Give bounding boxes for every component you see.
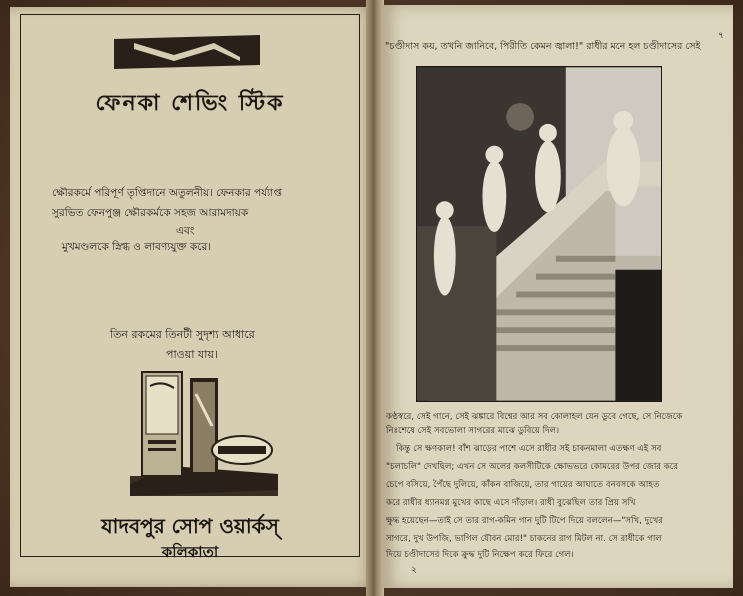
page-number-bottom: ২ [411, 565, 417, 575]
body-paragraph-line: ক্ষুদ্ধ হয়েছেন—তাই সে তার রাগ-কমিন গান দুটি টিপে দিয়ে বললেন—"সখি, দুখের [386, 516, 663, 526]
body-paragraph-line: কণ্ঠস্বরে, সেই গানে, সেই ঝঙ্কারে বিশ্বের আর সব কোলাহল যেন ডুবে গেছে, সে নিজেকে [386, 412, 683, 422]
advert-description-line: এবং [176, 225, 195, 237]
body-paragraph-line: করে রাধীর ধ্যানমগ্ন মুখের কাছে এসে দাঁড়াল। রাধী বুঝেছিল তার প্রিয় সখি [386, 498, 636, 508]
advert-title: ফেনকা শেভিং স্টিক [95, 91, 285, 116]
body-paragraph-line: সাগরে, দুখ উপজি, ভাগিল যৌবন মোর!" চাকনের রাগ মিটল না. সে রাধীকে গাল [386, 534, 662, 544]
body-paragraph-line: নিঃশেষে সেই সবভোলা সাগরের মাঝে ডুবিয়ে দিল। [386, 426, 560, 436]
page-number: ৭ [718, 31, 724, 41]
body-paragraph-line: চেপে বসিয়ে, পৈঁছে দুলিয়ে, কাঁকন বাজিয়ে, তার গায়ের আঘাতে বনবসকে আহত [386, 480, 660, 490]
advert-city: কলিকাতা [161, 543, 219, 561]
body-paragraph-line: "চলাচলি" দেখছিল; এখন সে অলের কলসীটিকে ক্ষোভভরে কোমরের উপর জোর করে [386, 462, 678, 472]
advert-availability-line: তিন রকমের তিনটী সুদৃশ্য আধারে [110, 328, 255, 341]
advert-description-line: মুখমণ্ডলকে স্নিগ্ধ ও লাবণ্যযুক্ত করে। [62, 241, 212, 253]
advert-availability-line: পাওয়া যায়। [166, 348, 218, 361]
quote-line: "চণ্ডীদাস কয়, তখনি জানিবে, পিরীতি কেমন জ্বালা!" রাধীর মনে হল চণ্ডীদাসের সেই [385, 41, 701, 52]
product-containers-illustration [130, 366, 278, 496]
shaving-stick-logo [114, 35, 260, 69]
advert-brand: যাদবপুর সোপ ওয়ার্কস্ [101, 514, 279, 538]
advert-description-line: ক্ষৌরকর্মে পরিপূর্ণ তৃপ্তিদানে অতুলনীয়। ফেনকার পর্য্যাপ্ত [52, 187, 282, 199]
advert-description-line: সুরভিত ফেনপুঞ্জ ক্ষৌরকর্মকে সহজ আরামদায়ক [52, 207, 249, 219]
staircase-photo [416, 66, 662, 402]
body-paragraph-line: কিন্তু সে ক্ষণকাল! বাঁশ ঝাড়ের পাশে এসে রাধীর সই চাকনমালা এতক্ষণ এই সব [396, 444, 662, 454]
body-paragraph-line: দিয়ে চণ্ডীদাসের দিকে ক্রুদ্ধ দুটি নিক্ষেপ করে ফিরে গেল। [386, 550, 574, 560]
